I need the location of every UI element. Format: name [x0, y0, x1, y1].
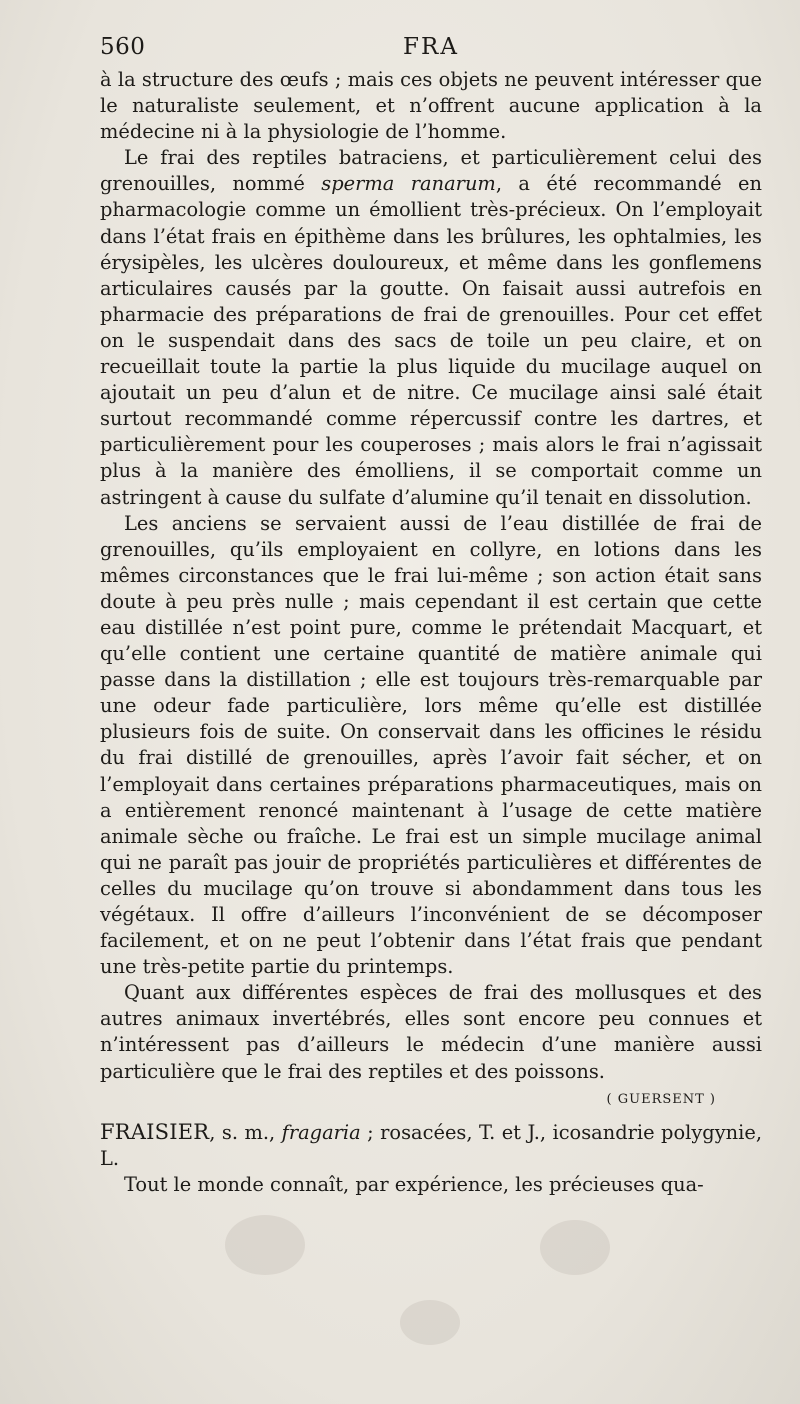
page-header — [100, 34, 762, 58]
latin-term: sperma ranarum — [321, 172, 496, 196]
entry-grammar: , s. m., — [209, 1120, 282, 1144]
paragraph-mollusques: Quant aux différentes espèces de frai des mollusques et des autres animaux invertébrés, elles sont encore peu connues et n’intéressent pas d’ailleurs le médecin d’une manière aussi particulière que le frai des reptiles et des poissons. — [100, 981, 762, 1083]
page-number: 560 — [100, 34, 146, 60]
paragraph-frai-reptiles — [100, 145, 762, 510]
author-signature: ( GUERSENT ) — [606, 1091, 716, 1107]
entry-latin-name: fragaria — [281, 1120, 361, 1144]
entry-fraisier — [100, 1119, 762, 1172]
paragraph-text: Le frai des reptiles batraciens, et particulièrement celui des grenouilles, nommé — [100, 146, 762, 196]
paper-stain — [540, 1220, 610, 1275]
paragraph-text: , a été recommandé en pharmacologie comme un émollient très-précieux. On l’employait dans l’état frais en épithème dans les brûlures, les ophtalmies, les érysipèles, les ulcères douloureux, et même dans les gonflemens articulaires causés par la goutte. On faisait aussi autrefois en pharmacie des préparations de frai de grenouilles. Pour cet effet on le suspendait dans des sacs de toile un peu claire, et on recueillait toute la partie la plus liquide du mucilage auquel on ajoutait un peu d’alun et de nitre. Ce mucilage ainsi salé était surtout recommandé comme répercussif contre les dartres, et particulièrement pour les couperoses ; mais alors le frai n’agissait plus à la manière des émolliens, il se comportait comme un astringent à cause du sulfate d’alumine qu’il tenait en dissolution. — [100, 172, 763, 509]
running-head: FRA — [403, 34, 459, 60]
entry-headword: FRAISIER — [100, 1119, 210, 1144]
paragraph-fraisier-start: Tout le monde connaît, par expérience, les précieuses qua- — [124, 1172, 704, 1196]
entry-classification: ; rosacées, T. et J., icosandrie polygynie, L. — [100, 1120, 762, 1170]
paragraph-continuation: à la structure des œufs ; mais ces objets ne peuvent intéresser que le naturaliste seulement, et n’offrent aucune application à la médecine ni à la physiologie de l’homme. — [100, 68, 762, 144]
paragraph-eau-distillee: Les anciens se servaient aussi de l’eau distillée de frai de grenouilles, qu’ils employaient en collyre, en lotions dans les mêmes circonstances que le frai lui-même ; son action était sans doute à peu près nulle ; mais cependant il est certain que cette eau distillée n’est point pure, comme le prétendait Macquart, et qu’elle contient une certaine quantité de matière animale qui passe dans la distillation ; elle est toujours très-remarquable par une odeur fade particulière, lors même qu’elle est distillée plusieurs fois de suite. On conservait dans les officines le résidu du frai distillé de grenouilles, après l’avoir fait sécher, et on l’employait dans certaines préparations pharmaceutiques, mais on a entièrement renoncé maintenant à l’usage de cette matière animale sèche ou fraîche. Le frai est un simple mucilage animal qui ne paraît pas jouir de propriétés particulières et différentes de celles du mucilage qu’on trouve si abondamment dans tous les végétaux. Il offre d’ailleurs l’inconvénient de se décomposer facilement, et on ne peut l’obtenir dans l’état frais que pendant une très-petite partie du printemps. — [100, 511, 762, 979]
paper-stain — [400, 1300, 460, 1345]
paper-stain — [225, 1215, 305, 1275]
article-body — [100, 67, 762, 1198]
